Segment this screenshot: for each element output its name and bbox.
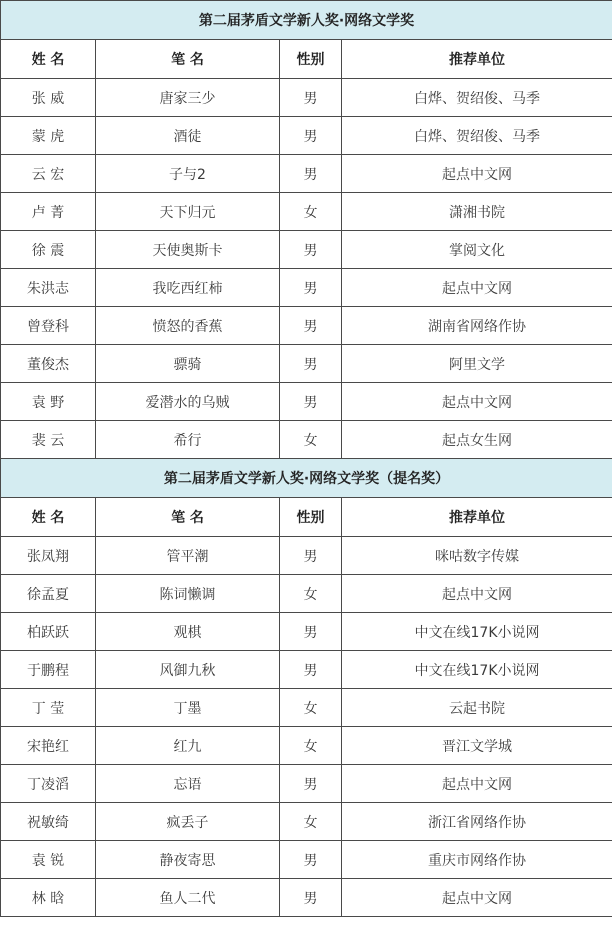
column-header: 笔 名 bbox=[96, 40, 280, 79]
table-row bbox=[1, 727, 612, 765]
table-row bbox=[1, 765, 612, 803]
recommender-cell: 中文在线17K小说网 bbox=[342, 651, 612, 689]
pen-name-cell: 希行 bbox=[96, 421, 280, 459]
section2-title: 第二届茅盾文学新人奖·网络文学奖（提名奖） bbox=[1, 459, 612, 498]
pen-name-cell: 酒徒 bbox=[96, 117, 280, 155]
column-header: 性别 bbox=[280, 40, 342, 79]
table-row bbox=[1, 269, 612, 307]
section1-title-row bbox=[1, 1, 612, 40]
pen-name-cell: 唐家三少 bbox=[96, 79, 280, 117]
gender-cell: 男 bbox=[280, 307, 342, 345]
table-row bbox=[1, 383, 612, 421]
recommender-cell: 起点中文网 bbox=[342, 879, 612, 917]
name-cell: 宋艳红 bbox=[1, 727, 96, 765]
recommender-cell: 晋江文学城 bbox=[342, 727, 612, 765]
column-header: 推荐单位 bbox=[342, 498, 612, 537]
name-cell: 袁 锐 bbox=[1, 841, 96, 879]
table-row bbox=[1, 803, 612, 841]
gender-cell: 男 bbox=[280, 155, 342, 193]
pen-name-cell: 骠骑 bbox=[96, 345, 280, 383]
gender-cell: 男 bbox=[280, 537, 342, 575]
name-cell: 于鹏程 bbox=[1, 651, 96, 689]
name-cell: 张 威 bbox=[1, 79, 96, 117]
recommender-cell: 阿里文学 bbox=[342, 345, 612, 383]
pen-name-cell: 丁墨 bbox=[96, 689, 280, 727]
section2-title-row bbox=[1, 459, 612, 498]
gender-cell: 男 bbox=[280, 383, 342, 421]
table-row bbox=[1, 155, 612, 193]
recommender-cell: 云起书院 bbox=[342, 689, 612, 727]
name-cell: 卢 菁 bbox=[1, 193, 96, 231]
pen-name-cell: 观棋 bbox=[96, 613, 280, 651]
recommender-cell: 起点中文网 bbox=[342, 383, 612, 421]
table-row bbox=[1, 575, 612, 613]
name-cell: 林 晗 bbox=[1, 879, 96, 917]
recommender-cell: 起点中文网 bbox=[342, 155, 612, 193]
table-row bbox=[1, 307, 612, 345]
recommender-cell: 白烨、贺绍俊、马季 bbox=[342, 117, 612, 155]
header-row bbox=[1, 40, 612, 79]
gender-cell: 女 bbox=[280, 727, 342, 765]
recommender-cell: 起点中文网 bbox=[342, 575, 612, 613]
name-cell: 曾登科 bbox=[1, 307, 96, 345]
gender-cell: 男 bbox=[280, 79, 342, 117]
table-row bbox=[1, 689, 612, 727]
name-cell: 丁 莹 bbox=[1, 689, 96, 727]
name-cell: 丁凌滔 bbox=[1, 765, 96, 803]
gender-cell: 男 bbox=[280, 651, 342, 689]
name-cell: 徐 震 bbox=[1, 231, 96, 269]
name-cell: 董俊杰 bbox=[1, 345, 96, 383]
gender-cell: 男 bbox=[280, 269, 342, 307]
recommender-cell: 重庆市网络作协 bbox=[342, 841, 612, 879]
pen-name-cell: 静夜寄思 bbox=[96, 841, 280, 879]
pen-name-cell: 红九 bbox=[96, 727, 280, 765]
pen-name-cell: 风御九秋 bbox=[96, 651, 280, 689]
pen-name-cell: 爱潜水的乌贼 bbox=[96, 383, 280, 421]
pen-name-cell: 鱼人二代 bbox=[96, 879, 280, 917]
pen-name-cell: 忘语 bbox=[96, 765, 280, 803]
gender-cell: 男 bbox=[280, 231, 342, 269]
gender-cell: 女 bbox=[280, 689, 342, 727]
recommender-cell: 湖南省网络作协 bbox=[342, 307, 612, 345]
table-row bbox=[1, 537, 612, 575]
gender-cell: 男 bbox=[280, 765, 342, 803]
recommender-cell: 浙江省网络作协 bbox=[342, 803, 612, 841]
recommender-cell: 中文在线17K小说网 bbox=[342, 613, 612, 651]
pen-name-cell: 子与2 bbox=[96, 155, 280, 193]
recommender-cell: 潇湘书院 bbox=[342, 193, 612, 231]
gender-cell: 男 bbox=[280, 841, 342, 879]
pen-name-cell: 管平潮 bbox=[96, 537, 280, 575]
column-header: 笔 名 bbox=[96, 498, 280, 537]
table-row bbox=[1, 117, 612, 155]
table-row bbox=[1, 613, 612, 651]
column-header: 性别 bbox=[280, 498, 342, 537]
recommender-cell: 白烨、贺绍俊、马季 bbox=[342, 79, 612, 117]
name-cell: 朱洪志 bbox=[1, 269, 96, 307]
recommender-cell: 掌阅文化 bbox=[342, 231, 612, 269]
table-row bbox=[1, 841, 612, 879]
gender-cell: 男 bbox=[280, 613, 342, 651]
name-cell: 云 宏 bbox=[1, 155, 96, 193]
table-row bbox=[1, 879, 612, 917]
pen-name-cell: 愤怒的香蕉 bbox=[96, 307, 280, 345]
gender-cell: 女 bbox=[280, 575, 342, 613]
column-header: 姓 名 bbox=[1, 40, 96, 79]
name-cell: 袁 野 bbox=[1, 383, 96, 421]
pen-name-cell: 天使奥斯卡 bbox=[96, 231, 280, 269]
pen-name-cell: 我吃西红柿 bbox=[96, 269, 280, 307]
gender-cell: 男 bbox=[280, 117, 342, 155]
table-row bbox=[1, 231, 612, 269]
gender-cell: 女 bbox=[280, 803, 342, 841]
gender-cell: 男 bbox=[280, 879, 342, 917]
recommender-cell: 起点中文网 bbox=[342, 765, 612, 803]
table-row bbox=[1, 79, 612, 117]
column-header: 姓 名 bbox=[1, 498, 96, 537]
table-row bbox=[1, 421, 612, 459]
gender-cell: 女 bbox=[280, 193, 342, 231]
recommender-cell: 起点女生网 bbox=[342, 421, 612, 459]
table-row bbox=[1, 651, 612, 689]
gender-cell: 男 bbox=[280, 345, 342, 383]
name-cell: 裴 云 bbox=[1, 421, 96, 459]
name-cell: 柏跃跃 bbox=[1, 613, 96, 651]
pen-name-cell: 疯丢子 bbox=[96, 803, 280, 841]
recommender-cell: 起点中文网 bbox=[342, 269, 612, 307]
name-cell: 祝敏绮 bbox=[1, 803, 96, 841]
table-row bbox=[1, 193, 612, 231]
pen-name-cell: 天下归元 bbox=[96, 193, 280, 231]
gender-cell: 女 bbox=[280, 421, 342, 459]
section1-title: 第二届茅盾文学新人奖·网络文学奖 bbox=[1, 1, 612, 40]
column-header: 推荐单位 bbox=[342, 40, 612, 79]
name-cell: 蒙 虎 bbox=[1, 117, 96, 155]
table-row bbox=[1, 345, 612, 383]
header-row bbox=[1, 498, 612, 537]
pen-name-cell: 陈词懒调 bbox=[96, 575, 280, 613]
name-cell: 张凤翔 bbox=[1, 537, 96, 575]
name-cell: 徐孟夏 bbox=[1, 575, 96, 613]
recommender-cell: 咪咕数字传媒 bbox=[342, 537, 612, 575]
